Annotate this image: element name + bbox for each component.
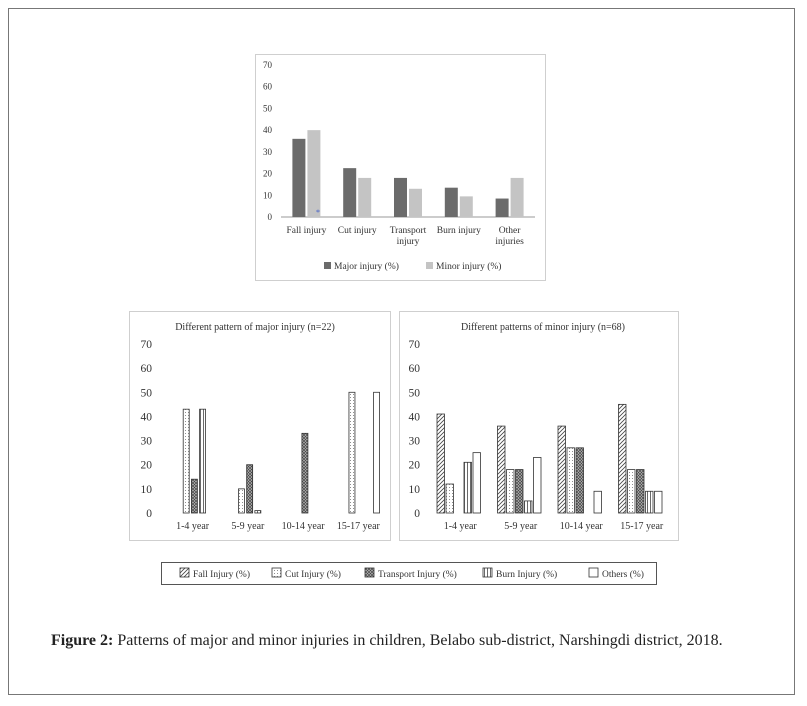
x-tick-label: 10-14 year xyxy=(559,521,603,532)
bar xyxy=(349,392,355,513)
bar xyxy=(255,511,261,513)
x-tick-label: 1-4 year xyxy=(443,521,477,532)
x-tick-label: Cut injury xyxy=(337,226,377,236)
legend-label: Major injury (%) xyxy=(334,262,399,272)
y-tick-label: 50 xyxy=(263,103,272,114)
y-tick-label: 50 xyxy=(140,387,152,400)
bar xyxy=(534,457,542,513)
y-tick-label: 20 xyxy=(140,459,152,472)
x-tick-label: 1-4 year xyxy=(176,521,210,532)
x-tick-label: injury xyxy=(396,237,420,247)
bar xyxy=(525,501,533,513)
legend-swatch xyxy=(272,568,281,577)
chart-minor xyxy=(400,312,678,540)
bar xyxy=(437,414,445,513)
legend-swatch xyxy=(426,262,433,269)
chart-major-panel xyxy=(129,311,391,541)
bar xyxy=(637,470,645,513)
y-tick-label: 40 xyxy=(140,411,152,424)
bar xyxy=(628,470,636,513)
x-tick-label: 10-14 year xyxy=(281,521,325,532)
y-tick-label: 60 xyxy=(408,363,420,376)
bar xyxy=(394,178,407,217)
shared-legend-svg xyxy=(162,563,656,584)
x-tick-label: Other xyxy=(498,226,521,236)
legend-label: Cut Injury (%) xyxy=(285,570,341,580)
y-tick-label: 10 xyxy=(140,483,152,496)
y-tick-label: 40 xyxy=(263,125,272,136)
y-tick-label: 60 xyxy=(140,363,152,376)
y-tick-label: 10 xyxy=(408,483,420,496)
bar xyxy=(302,433,308,513)
legend-label: Burn Injury (%) xyxy=(496,570,558,580)
bar xyxy=(191,479,197,513)
bar xyxy=(200,409,206,513)
bar xyxy=(507,470,515,513)
bar xyxy=(619,404,627,513)
bar xyxy=(473,453,481,513)
bar xyxy=(516,470,524,513)
bar xyxy=(374,392,380,513)
bar xyxy=(307,130,320,217)
y-tick-label: 30 xyxy=(263,146,272,157)
y-tick-label: 20 xyxy=(408,459,420,472)
bar xyxy=(567,448,575,513)
x-tick-label: 15-17 year xyxy=(620,521,664,532)
y-tick-label: 70 xyxy=(408,339,420,351)
y-tick-label: 70 xyxy=(263,60,272,70)
chart-top-panel xyxy=(255,54,546,281)
x-tick-label: 5-9 year xyxy=(504,521,538,532)
chart-title: Different pattern of major injury (n=22) xyxy=(175,322,335,333)
y-tick-label: 20 xyxy=(263,168,272,179)
x-tick-label: 5-9 year xyxy=(231,521,265,532)
bar xyxy=(498,426,506,513)
shared-legend xyxy=(161,562,657,585)
x-tick-label: 15-17 year xyxy=(336,521,380,532)
y-tick-label: 0 xyxy=(146,508,152,520)
bar xyxy=(183,409,189,513)
legend-swatch xyxy=(324,262,331,269)
legend-swatch xyxy=(589,568,598,577)
x-tick-label: injuries xyxy=(495,237,524,247)
chart-title: Different patterns of minor injury (n=68) xyxy=(460,322,626,333)
y-tick-label: 0 xyxy=(414,508,420,520)
bar xyxy=(511,178,524,217)
y-tick-label: 30 xyxy=(408,435,420,448)
caption-text: Patterns of major and minor injuries in children, Belabo sub-district, Narshingdi district, 2018. xyxy=(117,632,723,649)
caption-label: Figure 2: xyxy=(51,632,114,649)
bar xyxy=(655,491,663,513)
bar xyxy=(576,448,584,513)
bar xyxy=(594,491,602,513)
y-tick-label: 50 xyxy=(408,387,420,400)
chart-minor-panel xyxy=(399,311,679,541)
x-tick-label: Transport xyxy=(389,226,427,236)
legend-swatch xyxy=(365,568,374,577)
bar xyxy=(247,465,253,513)
legend-label: Minor injury (%) xyxy=(436,262,502,272)
bar xyxy=(292,139,305,217)
small-marker: * xyxy=(316,208,320,217)
legend-label: Others (%) xyxy=(602,570,644,580)
bar xyxy=(646,491,654,513)
x-tick-label: Fall injury xyxy=(286,226,327,236)
chart-top xyxy=(256,55,545,280)
legend-label: Fall Injury (%) xyxy=(193,570,250,580)
y-tick-label: 30 xyxy=(140,435,152,448)
bar xyxy=(445,188,458,217)
bar xyxy=(358,178,371,217)
y-tick-label: 70 xyxy=(140,339,152,351)
bar xyxy=(446,484,454,513)
legend-label: Transport Injury (%) xyxy=(378,570,457,580)
bar xyxy=(460,196,473,217)
chart-major xyxy=(130,312,390,540)
y-tick-label: 40 xyxy=(408,411,420,424)
bar xyxy=(238,489,244,513)
bar xyxy=(558,426,566,513)
y-tick-label: 0 xyxy=(267,212,272,222)
y-tick-label: 10 xyxy=(263,190,272,201)
y-tick-label: 60 xyxy=(263,81,272,92)
legend-swatch xyxy=(180,568,189,577)
bar xyxy=(496,199,509,217)
x-tick-label: Burn injury xyxy=(436,226,481,236)
bar xyxy=(409,189,422,217)
legend-swatch xyxy=(483,568,492,577)
bar xyxy=(343,168,356,217)
bar xyxy=(464,462,472,513)
figure-caption xyxy=(51,628,751,654)
